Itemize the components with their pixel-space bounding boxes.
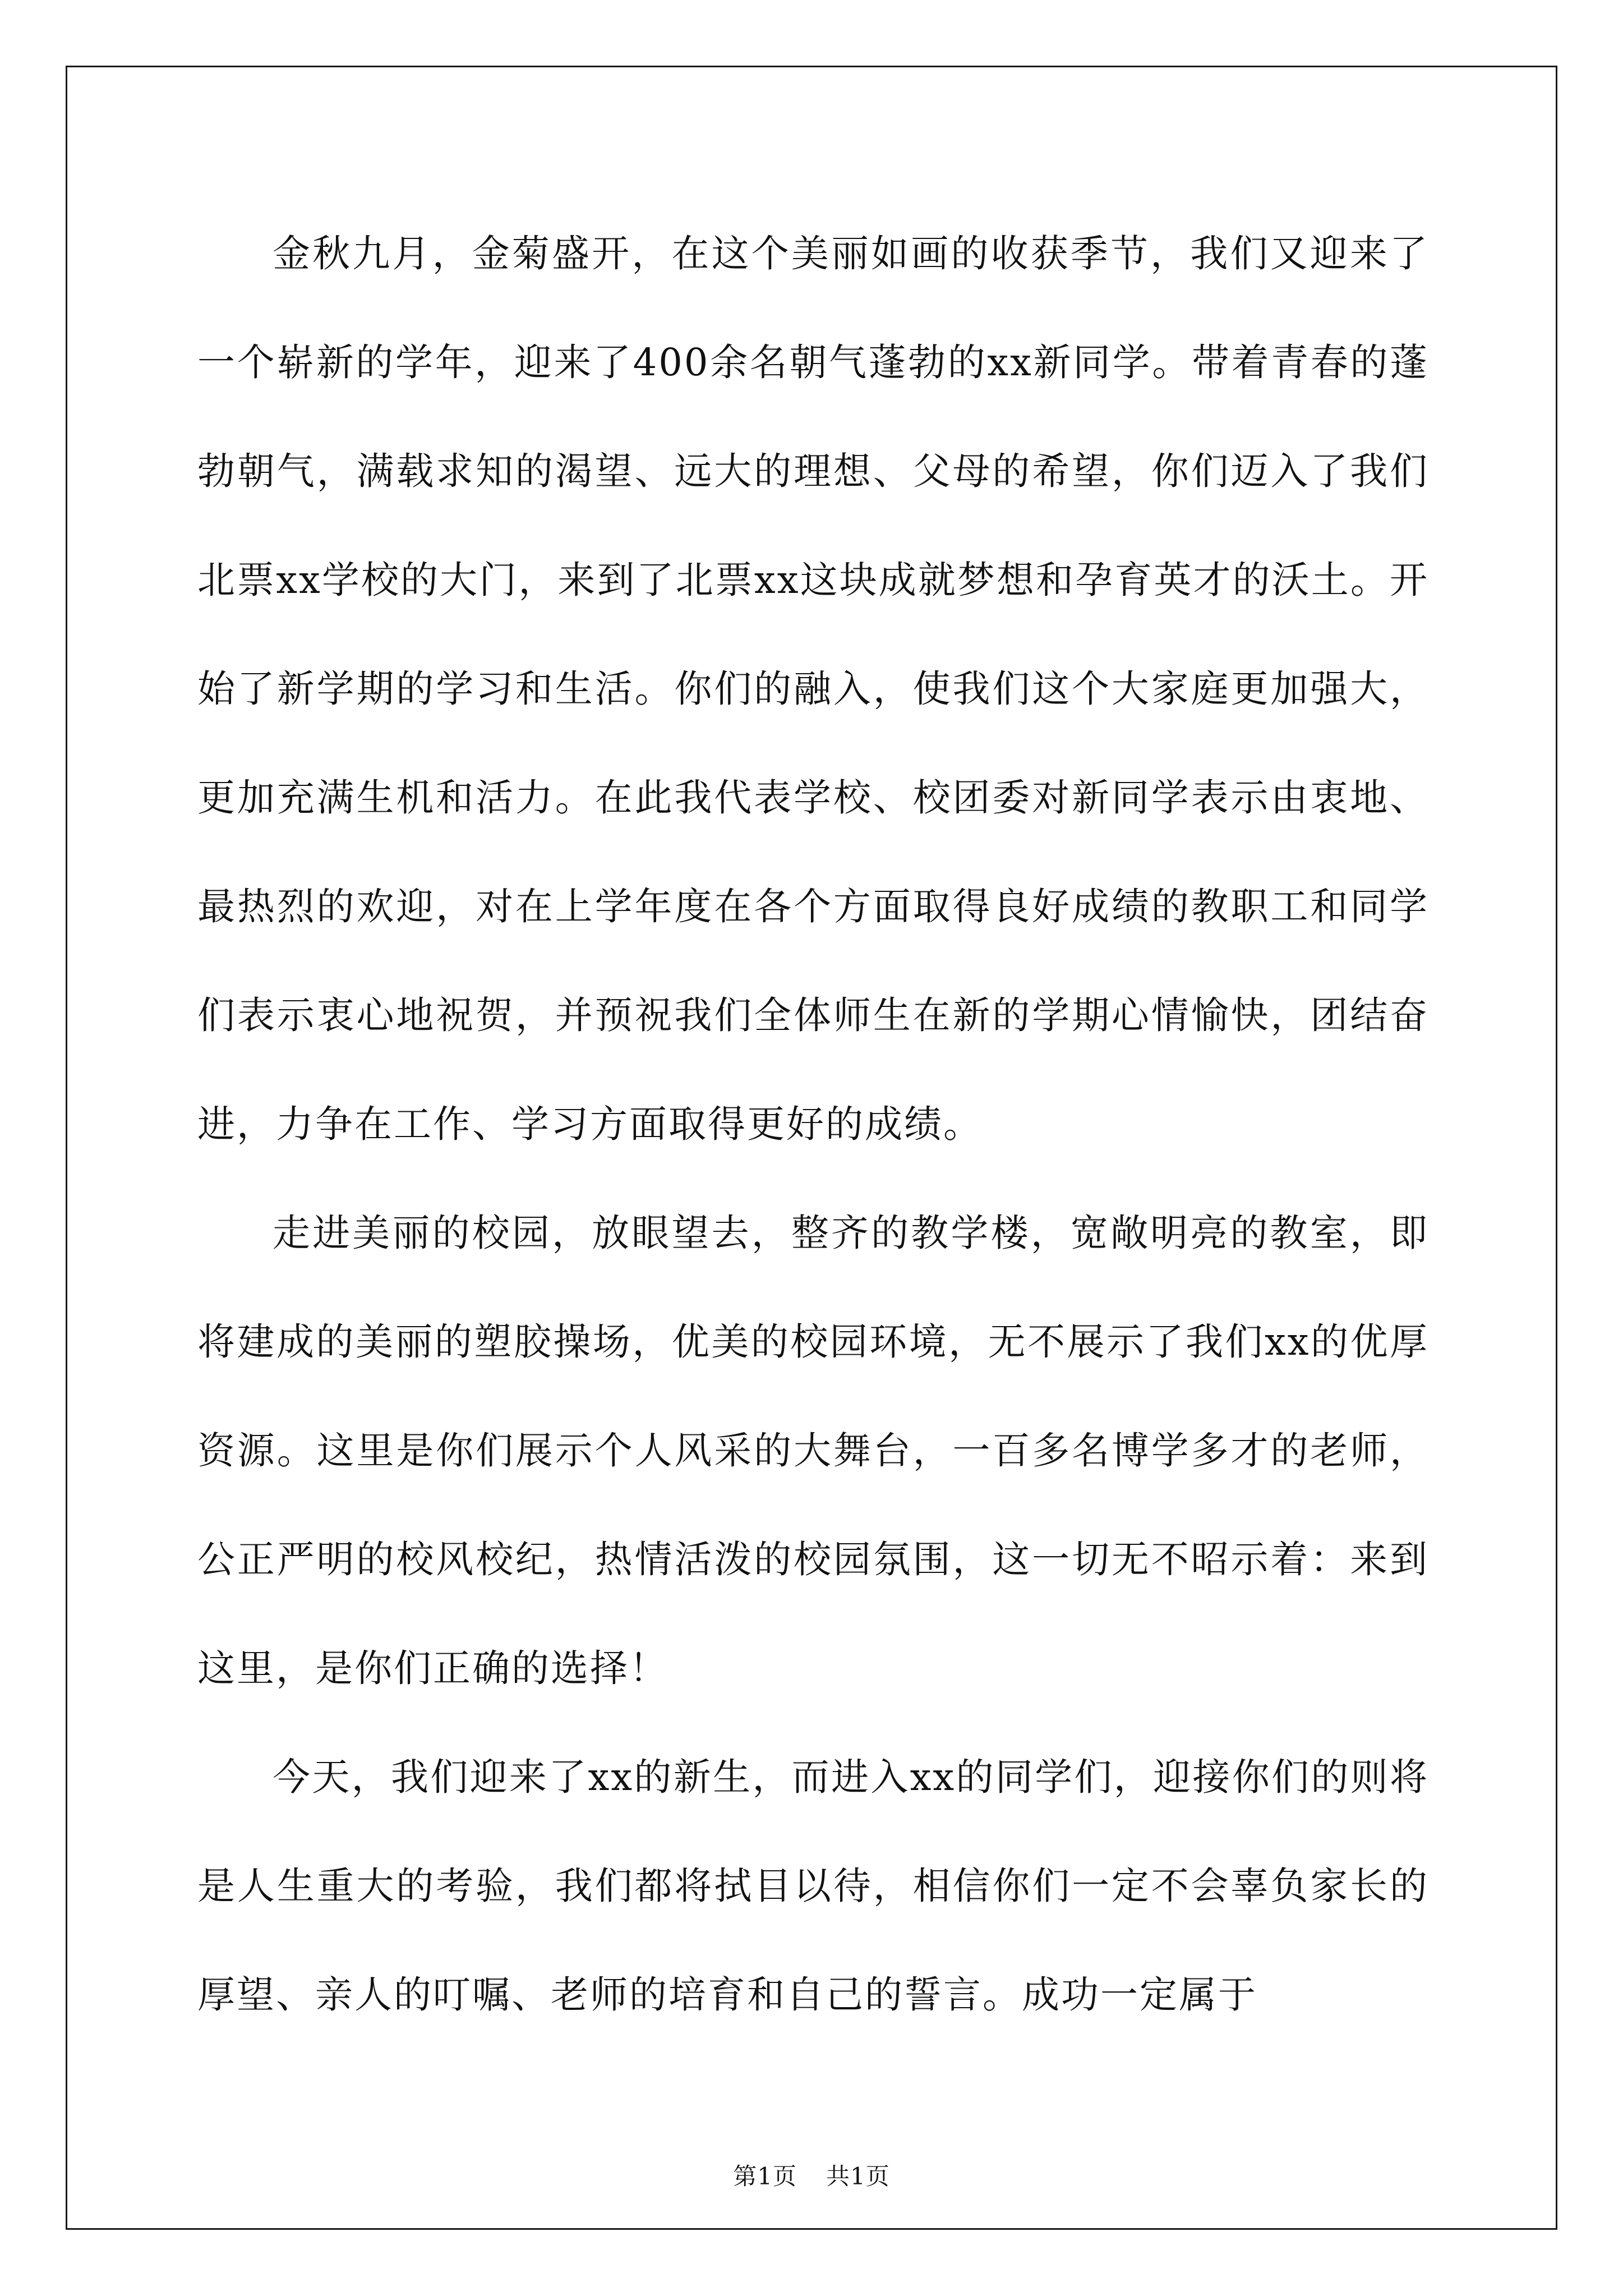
paragraph-1: 金秋九月，金菊盛开，在这个美丽如画的收获季节，我们又迎来了一个崭新的学年，迎来了400余名朝气蓬勃的xx新同学。带着青春的蓬勃朝气，满载求知的渴望、远大的理想、父母的希望，你们迈入了我们北票xx学校的大门，来到了北票xx这块成就梦想和孕育英才的沃土。开始了新学期的学习和生活。你们的融入，使我们这个大家庭更加强大，更加充满生机和活力。在此我代表学校、校团委对新同学表示由衷地、最热烈的欢迎，对在上学年度在各个方面取得良好成绩的教职工和同学们表示衷心地祝贺，并预祝我们全体师生在新的学期心情愉快，团结奋进，力争在工作、学习方面取得更好的成绩。 <box>197 232 1429 1146</box>
document-body <box>197 199 1429 2049</box>
page-number: 第1页 <box>733 2162 797 2190</box>
page-count: 共1页 <box>826 2162 890 2190</box>
paragraph-3: 今天，我们迎来了xx的新生，而进入xx的同学们，迎接你们的则将是人生重大的考验，我们都将拭目以待，相信你们一定不会辜负家长的厚望、亲人的叮嘱、老师的培育和自己的誓言。成功一定属于 <box>197 1755 1429 2017</box>
page-footer <box>0 2162 1623 2191</box>
paragraph-2: 走进美丽的校园，放眼望去，整齐的教学楼，宽敞明亮的教室，即将建成的美丽的塑胶操场，优美的校园环境，无不展示了我们xx的优厚资源。这里是你们展示个人风采的大舞台，一百多名博学多才的老师，公正严明的校风校纪，热情活泼的校园氛围，这一切无不昭示着：来到这里，是你们正确的选择！ <box>197 1211 1429 1690</box>
